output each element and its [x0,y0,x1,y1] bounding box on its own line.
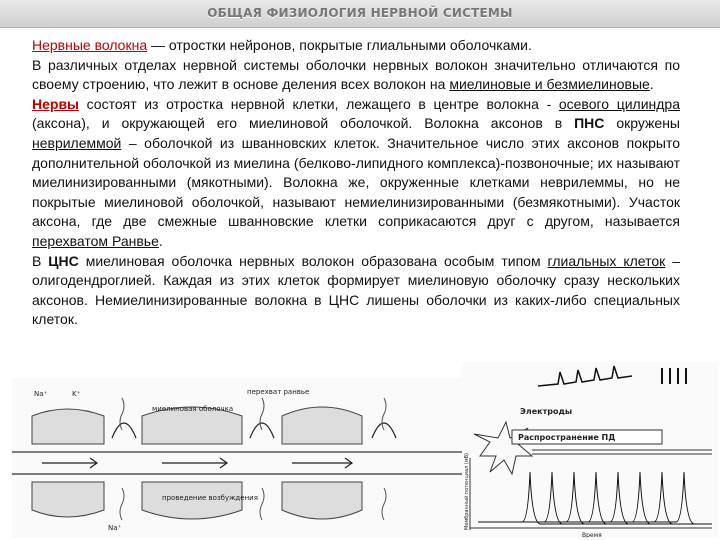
text-block [32,36,680,330]
p4-text-3: – олигодендроглией. Каждая из этих клеток формирует миелиновую оболочку сразу нескольких аксонов. Немиелинизированные волокна в ЦНС лишены оболочки из каких-либо специальных клеток. [32,252,680,328]
term-nerve-fibers: Нервные волокна [32,37,148,53]
label-k-1: K⁺ [72,390,81,398]
p3-text-2: (аксона), и окружающей его миелиновой оболочкой. Волокна аксонов в [32,115,575,132]
p2-end: . [649,76,654,93]
p3-text-1: состоят из отростка нервной клетки, лежащего в центре волокна - [79,95,559,112]
label-electrodes: Электроды [520,407,573,416]
paragraph-1 [32,36,680,56]
p3-text-4: – оболочкой из шванновских клеток. Значительное число этих аксонов покрыто дополнительной оболочкой из миелина (белково-липидного комплекса)-позвоночные; их называют миелинизированными (мякотными). Волокна же, окруженные клетками неврилеммы, но не покрытые миелиновой оболочкой, называют немиелинизированными (безмякотными). Участок аксона, где две смежные шванновские клетки соприкасаются друг с другом, называется [32,134,680,230]
term-nerves: Нервы [32,95,80,112]
page-title: ОБЩАЯ ФИЗИОЛОГИЯ НЕРВНОЙ СИСТЕМЫ [207,6,513,20]
label-na-2: Na⁺ [108,524,122,532]
link-neurilemma[interactable]: неврилеммой [32,134,122,151]
link-glial-cells[interactable]: глиальных клеток [547,252,666,269]
paragraph-2 [32,56,680,95]
p4-text-2: миелиновая оболочка нервных волокон образована особым типом [78,252,548,269]
title-bar [0,0,720,28]
label-conduction: проведение возбуждения [162,494,258,502]
abbr-pns: ПНС [574,115,605,132]
label-time: Время [582,532,602,538]
paragraph-3 [32,95,680,252]
action-potential-figure [462,362,718,538]
link-node-ranvier[interactable]: перехватом Ранвье [32,232,159,249]
saltatory-conduction-figure [12,378,464,538]
p4-text-1: В [32,252,49,269]
link-myelin-types[interactable]: миелиновые и безмиелиновые [449,76,650,93]
abbr-cns: ЦНС [48,252,79,269]
label-myelin-sheath: миелиновая оболочка [152,405,234,413]
label-node-ranvier: перехват ранвье [247,388,310,396]
paragraph-4 [32,252,680,330]
p3-end: . [158,232,163,249]
p1-text: — отростки нейронов, покрытые глиальными оболочками. [147,37,532,53]
label-yaxis: Мембранный потенциал (мВ) [464,453,470,530]
p3-text-3: окружены [604,115,680,132]
link-axial-cylinder[interactable]: осевого цилиндра [558,95,680,112]
p2-text: В различных отделах нервной системы оболочки нервных волокон значительно отличаются по своему строению, что лежит в основе деления всех волокон на [32,56,680,93]
label-na-1: Na⁺ [34,390,48,398]
label-propagation: Распространение ПД [518,433,616,442]
